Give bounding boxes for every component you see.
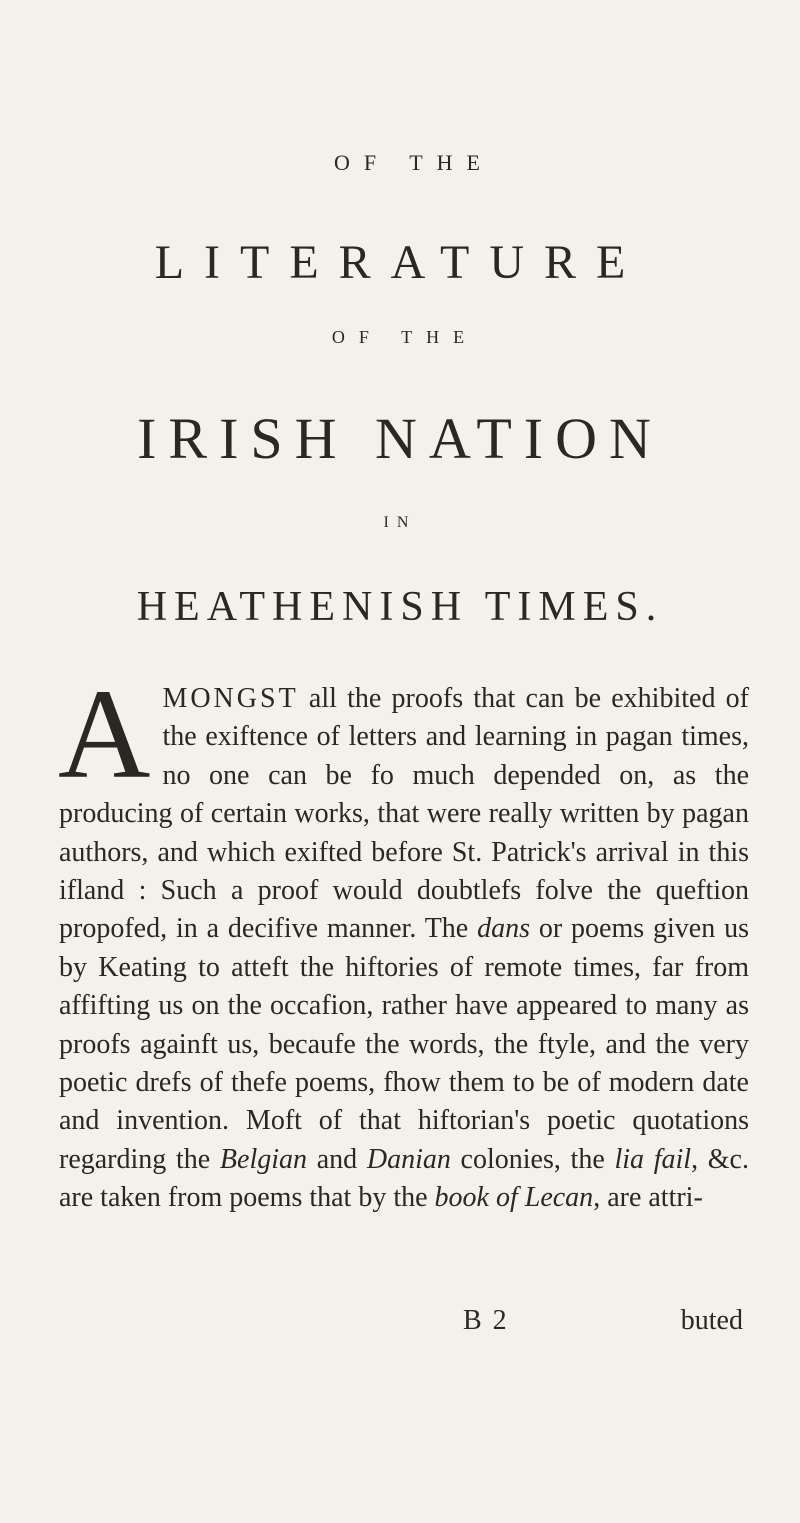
page-footer — [59, 1305, 749, 1345]
title-of-the-1: OF THE — [334, 150, 494, 175]
italic-lia-fail: lia fail — [614, 1143, 692, 1175]
catchword: buted — [680, 1305, 743, 1336]
body-text-part-6: , are attri- — [593, 1182, 703, 1214]
body-text-part-1: all the proofs that can be exhibited of the exiftence of letters and learning in pagan times, no one can be fo much depended on, as the producing of certain works, that were really written by pagan authors, and which exifted before St. Patrick's arrival in this ifland : Such a proof would doubtlefs folve the queftion propofed, in a decifive manner. The — [59, 683, 749, 945]
body-text-part-4: colonies, the — [450, 1143, 615, 1175]
italic-danian: Danian — [366, 1143, 451, 1175]
title-in: IN — [383, 514, 417, 531]
body-text-part-5: , &c. are taken from poems that by the — [59, 1143, 749, 1214]
title-irish-nation: IRISH NATION — [137, 406, 663, 471]
body-text-part-3: and — [307, 1143, 367, 1175]
drop-cap: A — [58, 663, 151, 805]
italic-dans: dans — [477, 913, 530, 945]
italic-book-of-lecan: book of Lecan — [434, 1182, 594, 1214]
title-heathenish-times: HEATHENISH TIMES. — [136, 584, 664, 630]
italic-belgian: Belgian — [219, 1143, 307, 1175]
title-of-the-2: OF THE — [331, 327, 479, 347]
lead-in-word: MONGST — [162, 683, 299, 714]
body-paragraph — [58, 663, 749, 1218]
body-text-part-2: or poems given us by Keating to atteft the hiftories of remote times, far from affifting us on the occafion, rather have appeared to many as proofs againft us, becaufe the words, the ftyle, and the very poetic drefs of thefe poems, fhow them to be of modern date and invention. Moft of that hiftorian's poetic quotations regarding the — [59, 913, 749, 1175]
signature-mark: B 2 — [463, 1305, 509, 1336]
title-literature: LITERATURE — [154, 236, 646, 289]
